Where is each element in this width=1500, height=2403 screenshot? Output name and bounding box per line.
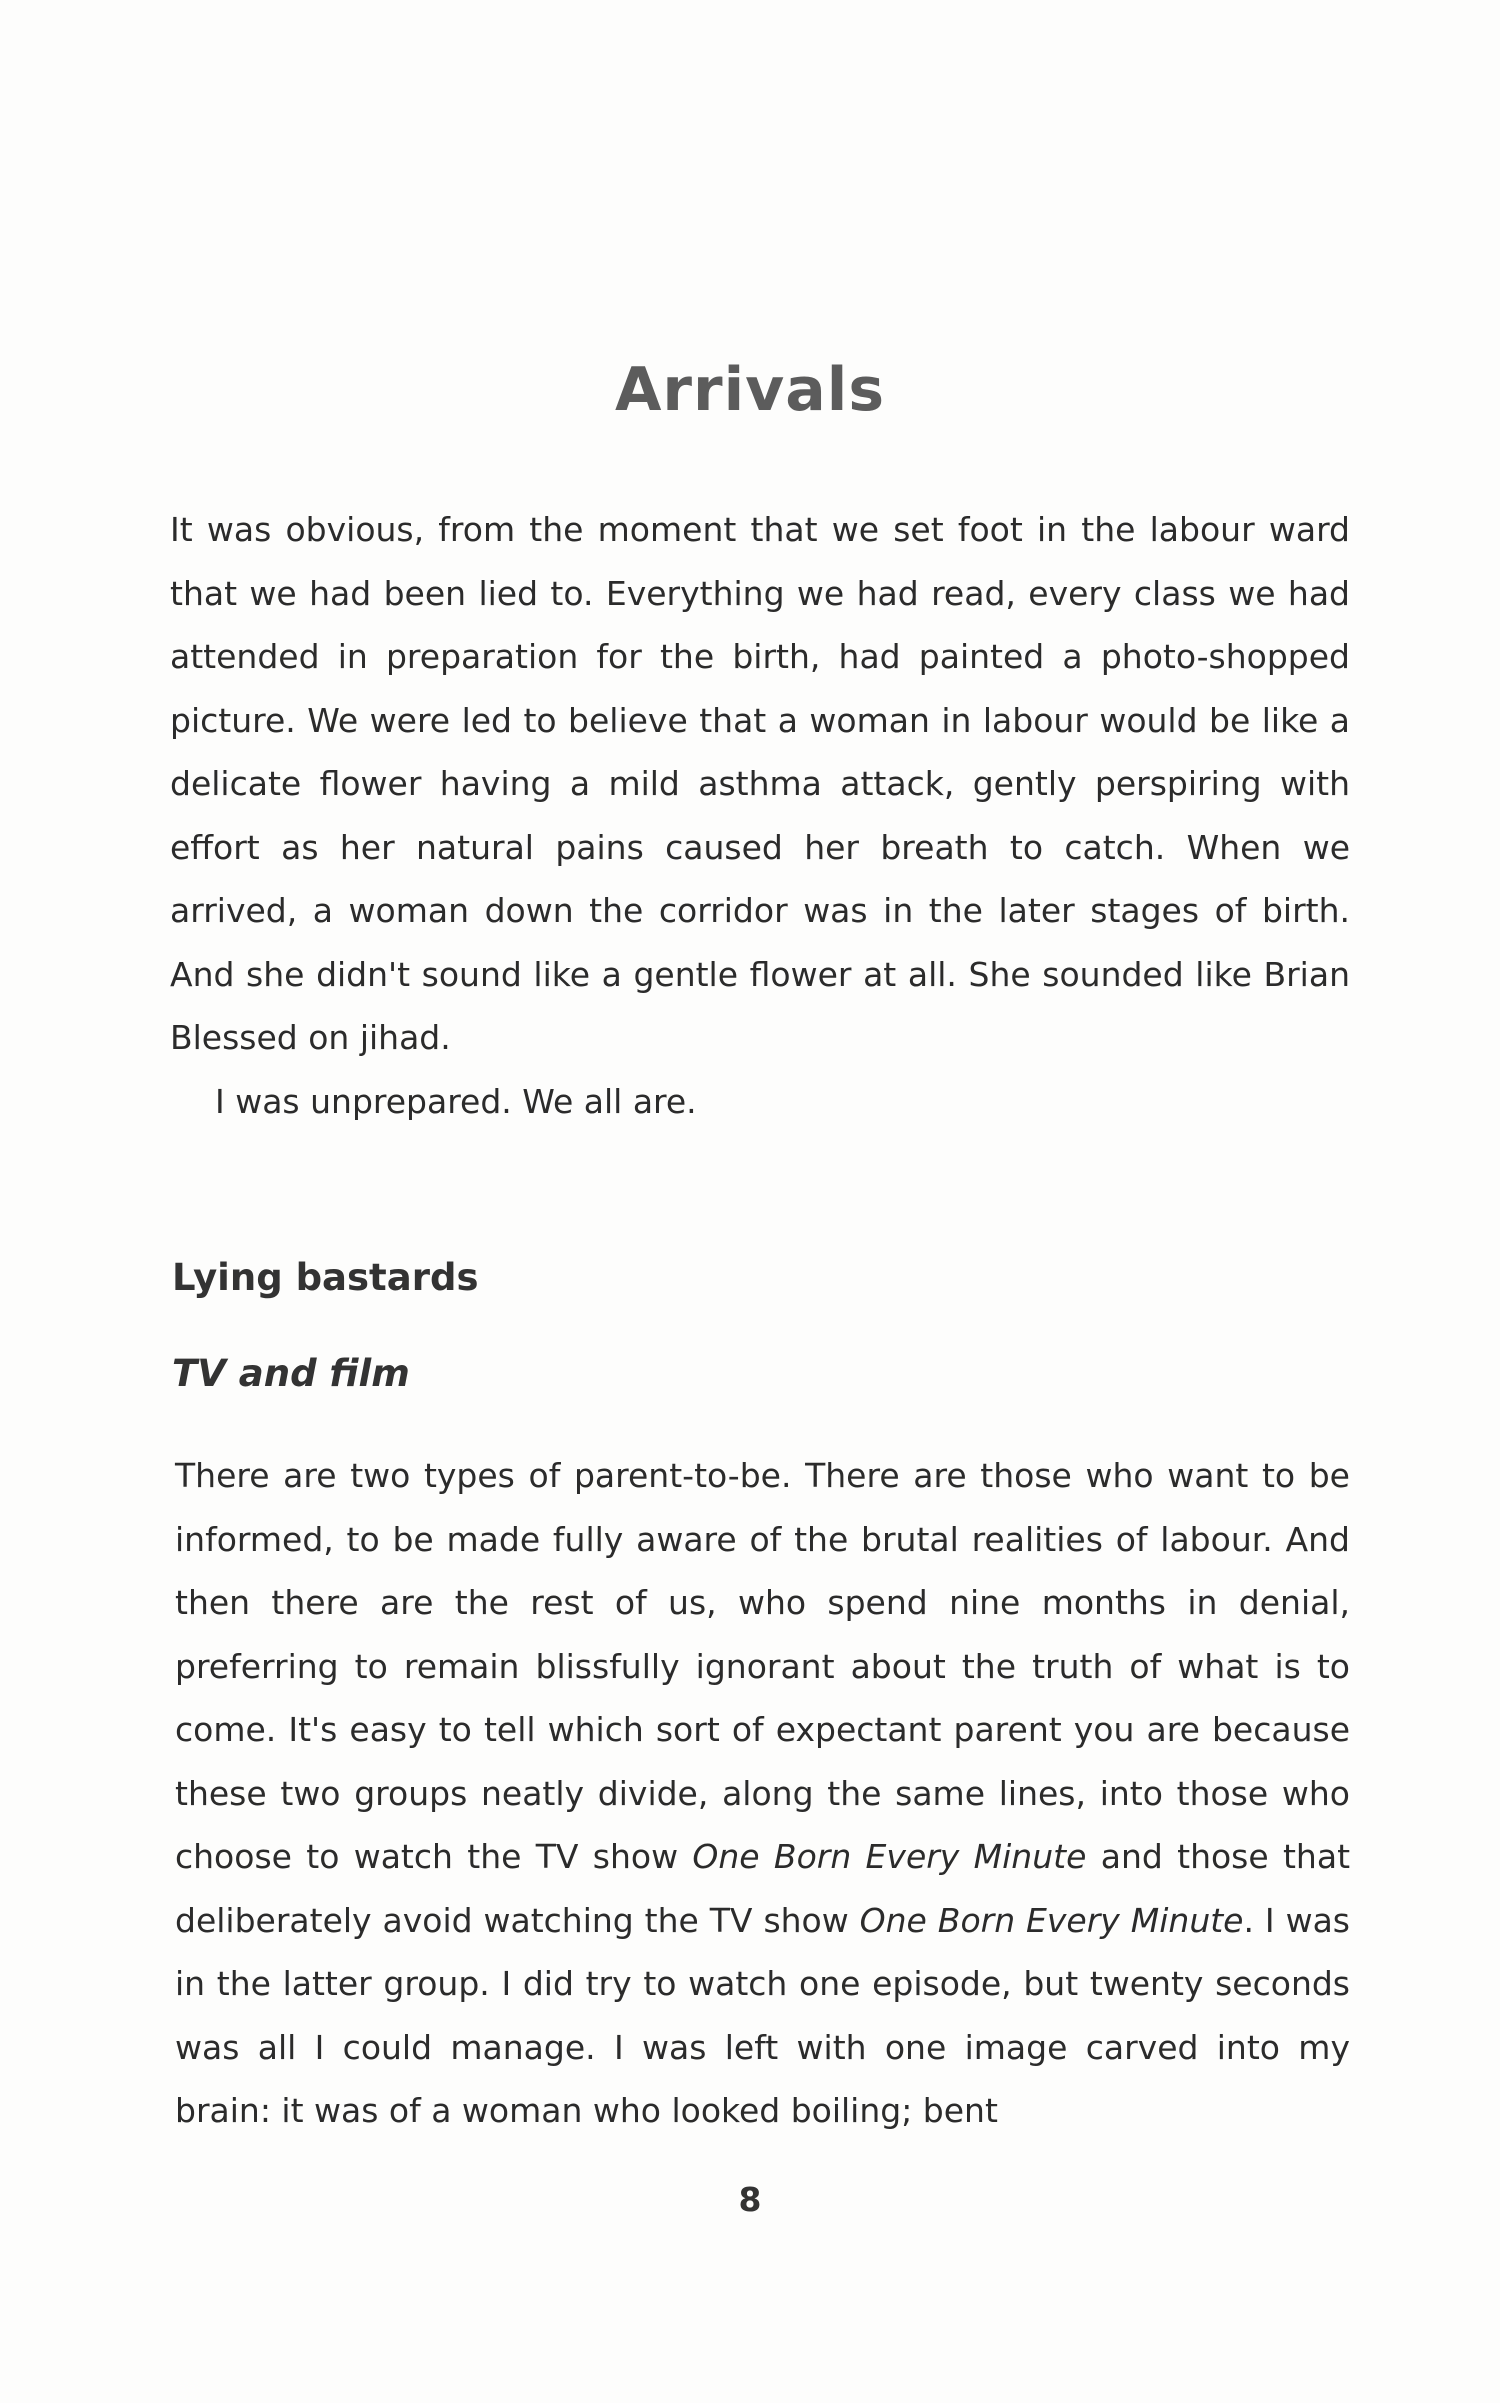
paragraph-text-segment: There are two types of parent-to-be. There are those who want to be informed, to be made fully aware of the brutal realities of labour. And then there are the rest of us, who spend nine months in denial, preferring to remain blissfully ignorant about the truth of what is to come. It's easy to tell which sort of expectant parent you are because these two groups neatly divide, along the same lines, into those who choose to watch the TV show (175, 1456, 1350, 1876)
section-paragraph (175, 1444, 1350, 2143)
intro-paragraph: I was unprepared. We all are. (215, 1081, 697, 1121)
intro-text (170, 498, 1350, 1133)
show-title: One Born Every Minute (692, 1837, 1087, 1876)
show-title: One Born Every Minute (859, 1900, 1244, 1940)
subsection-heading: TV and film (172, 1352, 410, 1395)
paragraph-text-segment: and those that deliberately avoid watching the TV show (175, 1837, 1351, 1940)
section-heading: Lying bastards (172, 1256, 479, 1299)
intro-paragraph: It was obvious, from the moment that we set foot in the labour ward that we had been lied to. Everything we had read, every class we had attended in preparation for the birth, had painted a photo-shopped picture. We were led to believe that a woman in labour would be like a delicate flower having a mild asthma attack, gently perspiring with effort as her natural pains caused her breath to catch. When we arrived, a woman down the corridor was in the later stages of birth. And she didn't sound like a gentle flower at all. She sounded like Brian Blessed on jihad. (170, 510, 1350, 1057)
page-number: 8 (738, 2180, 762, 2219)
chapter-title: Arrivals (614, 355, 886, 425)
section-body-text (175, 1444, 1350, 2143)
paragraph-text-segment: . I was in the latter group. I did try to watch one episode, but twenty seconds was all I could manage. I was left with one image carved into my brain: it was of a woman who looked boiling; bent (175, 1900, 1350, 2130)
